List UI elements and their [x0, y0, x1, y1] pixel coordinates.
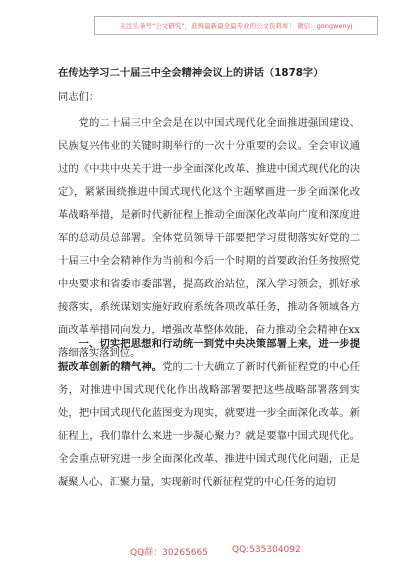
footer-qq-group: QQ群：30265665	[130, 548, 208, 558]
section-1-body: 党的二十大确立了新时代新征程党的中心任务，对推进中国式现代化作出战略部署要把这些战略部署落到实处，把中国式现代化蓝图变为现实，就要进一步全面深化改革。新征程上，我们靠什么来进一步凝心聚力？就是要靠中国式现代化。全会重点研究进一步全面深化改革、推进中国式现代化问题，正是凝聚人心、汇聚力量，实现新时代新征程党的中心任务的迫切	[58, 361, 361, 489]
document-title: 在传达学习二十届三中全会精神会议上的讲话（1878字）	[58, 67, 324, 79]
greeting: 同志们：	[58, 91, 100, 103]
footer-qq-contact: QQ:535304092	[232, 545, 301, 555]
section-1-heading: 一、切实把思想和行动统一到党中央决策部署上来，进一步提振改革创新的精气神。	[58, 338, 360, 374]
section-1	[58, 333, 360, 494]
header-banner: 关注头条号“公文研究”，获得最新最全最专业的公文资料库！ 微信：gongwenyj	[94, 16, 378, 35]
paragraph-1: 党的二十届三中全会是在以中国式现代化全面推进强国建设、民族复兴伟业的关键时期举行的一次十分重要的会议。全会审议通过的《中共中央关于进一步全面深化改革、推进中国式现代化的决定》，紧紧围绕推进中国式现代化这个主题擘画进一步全面深化改革战略举措，是新时代新征程上推动全面深化改革向广度和深度进军的总动员总部署。全体党员领导干部要把学习贯彻落实好党的二十届三中全会精神作为当前和今后一个时期的首要政治任务按照党中央要求和省委市委部署，提高政治站位，深入学习领会，抓好承接落实，系统谋划实施好政府系统各项改革任务，推动各领域各方面改革举措同向发力，增强改革整体效能，奋力推动全会精神在xx落细落实落到位。	[58, 117, 360, 360]
